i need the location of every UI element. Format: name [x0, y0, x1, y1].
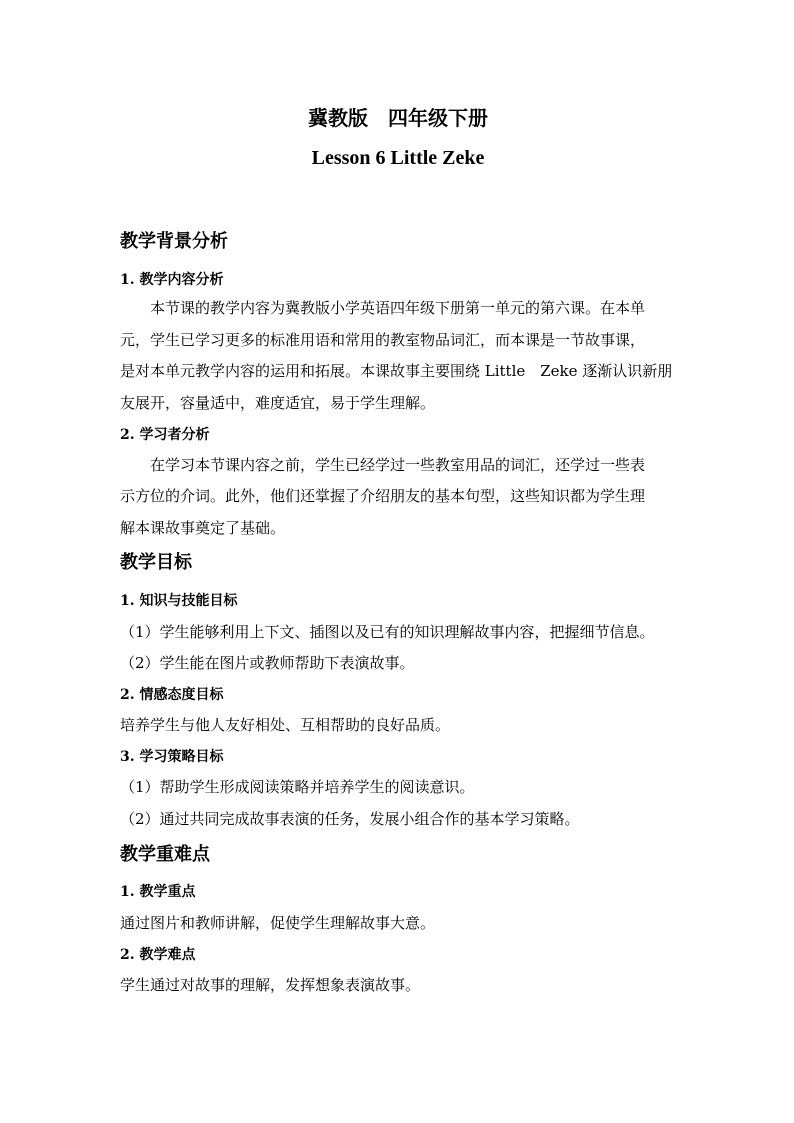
subsection-heading-knowledge-skills: 1. 知识与技能目标 — [120, 593, 238, 609]
paragraph-line: 示方位的介词。此外，他们还掌握了介绍朋友的基本句型，这些知识都为学生理 — [120, 487, 646, 505]
paragraph-line: 通过图片和教师讲解，促使学生理解故事大意。 — [120, 914, 436, 932]
paragraph-line: 在学习本节课内容之前，学生已经学过一些教室用品的词汇，还学过一些表 — [150, 456, 646, 474]
list-item: （2）学生能在图片或教师帮助下表演故事。 — [120, 654, 415, 672]
subsection-heading-attitude: 2. 情感态度目标 — [120, 687, 224, 703]
subsection-heading-content-analysis: 1. 教学内容分析 — [120, 272, 224, 288]
paragraph-line: 学生通过对故事的理解，发挥想象表演故事。 — [120, 976, 421, 994]
section-heading-goals: 教学目标 — [120, 552, 192, 573]
paragraph-line: 元，学生已学习更多的标准用语和常用的教室物品词汇，而本课是一节故事课， — [120, 331, 646, 349]
document-title: 冀教版 四年级下册 — [308, 106, 488, 130]
subsection-heading-learner-analysis: 2. 学习者分析 — [120, 427, 210, 443]
paragraph-line: 友展开，容量适中，难度适宜，易于学生理解。 — [120, 394, 436, 412]
section-heading-key-points: 教学重难点 — [120, 844, 210, 865]
paragraph-line: 培养学生与他人友好相处、互相帮助的良好品质。 — [120, 716, 451, 734]
paragraph-line: 是对本单元教学内容的运用和拓展。本课故事主要围绕 Little Zeke 逐渐认识新朋 — [120, 362, 673, 380]
list-item: （1）帮助学生形成阅读策略并培养学生的阅读意识。 — [120, 778, 475, 796]
subsection-heading-focus: 1. 教学重点 — [120, 884, 196, 900]
document-page — [120, 0, 676, 1123]
list-item: （1）学生能够利用上下文、插图以及已有的知识理解故事内容，把握细节信息。 — [120, 623, 655, 641]
paragraph-line: 本节课的教学内容为冀教版小学英语四年级下册第一单元的第六课。在本单 — [150, 299, 646, 317]
subsection-heading-strategy: 3. 学习策略目标 — [120, 749, 224, 765]
section-heading-background: 教学背景分析 — [120, 231, 228, 252]
lesson-title: Lesson 6 Little Zeke — [311, 147, 485, 169]
subsection-heading-difficulty: 2. 教学难点 — [120, 947, 196, 963]
list-item: （2）通过共同完成故事表演的任务，发展小组合作的基本学习策略。 — [120, 810, 580, 828]
paragraph-line: 解本课故事奠定了基础。 — [120, 519, 286, 537]
